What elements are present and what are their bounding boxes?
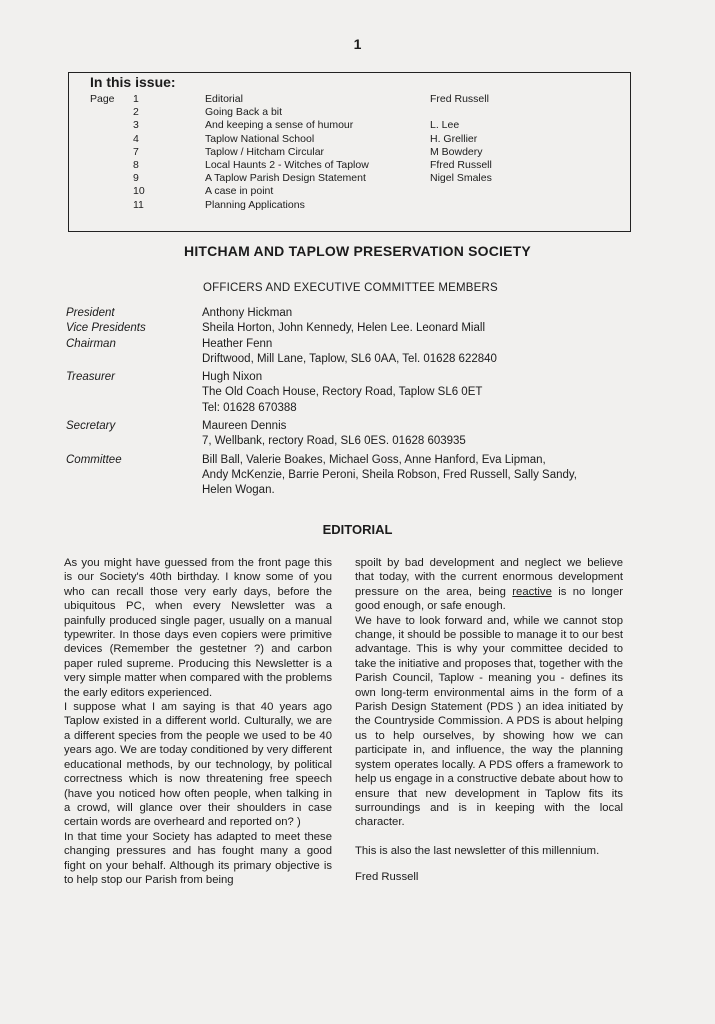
contents-page-number: 10 — [133, 185, 145, 198]
editorial-paragraph: As you might have guessed from the front page this is our Society's 40th birthday. I know some of you who can recall those very early days, before the ubiquitous PC, when every Newsletter was a painfully produced single pager, usually on a manual typewriter. In those days even copiers were primitive devices (Remember the gestetner ?) and carbon paper ruled supreme. Producing this Newsletter is a very simple matter when compared with the problems the early editors experienced. — [64, 557, 332, 699]
underlined-word: reactive — [512, 585, 552, 598]
contents-item-title: And keeping a sense of humour — [205, 119, 354, 132]
contents-row — [69, 106, 630, 119]
contents-row — [69, 119, 630, 132]
officer-role: Treasurer — [66, 371, 115, 384]
paragraph-text: is no longer good enough, or safe enough. — [355, 585, 623, 613]
society-title: HITCHAM AND TAPLOW PRESERVATION SOCIETY — [184, 243, 531, 259]
officer-entry — [66, 306, 666, 321]
contents-row — [69, 146, 630, 159]
officers-list — [66, 306, 666, 499]
officer-entry — [66, 370, 666, 416]
contents-page-number: 9 — [133, 172, 139, 185]
editorial-paragraph: In that time your Society has adapted to meet these changing pressures and has fought many a good fight on your behalf. Although its primary objective is to help stop our Parish from being — [64, 830, 332, 886]
officer-detail-line: Anthony Hickman — [202, 307, 293, 319]
page-number: 1 — [353, 36, 362, 52]
officer-detail-line: Maureen Dennis — [202, 420, 287, 433]
contents-item-title: Editorial — [205, 93, 243, 105]
contents-item-author: Nigel Smales — [430, 172, 492, 185]
officer-detail-line: Sheila Horton, John Kennedy, Helen Lee. Leonard Miall — [202, 322, 485, 335]
contents-item-author: M Bowdery — [430, 145, 483, 158]
contents-page-number: 2 — [133, 106, 139, 119]
contents-page-number: 1 — [133, 93, 139, 105]
contents-row — [69, 93, 630, 106]
officer-entry — [66, 337, 666, 368]
officer-entry — [66, 453, 666, 499]
contents-page-number: 4 — [133, 132, 139, 145]
contents-item-author: H. Grellier — [430, 132, 478, 145]
contents-item-title: Planning Applications — [205, 198, 305, 211]
contents-list — [69, 93, 630, 212]
officers-heading: OFFICERS AND EXECUTIVE COMMITTEE MEMBERS — [203, 282, 498, 294]
contents-row — [69, 185, 630, 198]
editorial-heading: EDITORIAL — [322, 522, 393, 537]
contents-item-author: Ffred Russell — [430, 158, 492, 171]
editorial-paragraph: I suppose what I am saying is that 40 years ago Taplow existed in a different world. Culturally, we are a different species from the people we used to be 40 years ago. We are today conditioned by very different educational methods, by our technology, by political correctness which is now threatening free speech (have you noticed how often people, when talking in a crowd, will glance over their shoulders in case certain words are overheard and reported on? ) — [64, 701, 332, 829]
contents-item-title: A case in point — [205, 185, 274, 198]
page-label: Page — [90, 93, 115, 105]
officer-detail-line: The Old Coach House, Rectory Road, Taplow SL6 0ET — [202, 386, 483, 399]
officer-detail-line: Driftwood, Mill Lane, Taplow, SL6 0AA, Tel. 01628 622840 — [202, 352, 497, 365]
officer-detail-line: 7, Wellbank, rectory Road, SL6 0ES. 01628 603935 — [202, 435, 466, 448]
officer-detail-line: Heather Fenn — [202, 337, 273, 350]
contents-page-number: 11 — [133, 198, 144, 211]
paragraph-text: spoilt by bad development and neglect we believe that today, with the current enormous development pressure on the area, being — [355, 557, 623, 598]
contents-row — [69, 159, 630, 172]
contents-item-title: A Taplow Parish Design Statement — [205, 172, 366, 185]
contents-page-number: 3 — [133, 119, 139, 132]
editorial-paragraph — [355, 556, 623, 614]
contents-item-author: L. Lee — [430, 119, 460, 132]
editorial-signature: Fred Russell — [355, 871, 419, 884]
officer-role: Committee — [66, 453, 122, 466]
contents-page-number: 8 — [133, 158, 139, 171]
editorial-right-column — [355, 556, 623, 885]
officer-detail-line: Hugh Nixon — [202, 371, 263, 384]
contents-item-title: Local Haunts 2 - Witches of Taplow — [205, 158, 369, 171]
officer-detail-line: Bill Ball, Valerie Boakes, Michael Goss, Anne Hanford, Eva Lipman, — [202, 453, 546, 466]
officer-entry — [66, 419, 666, 450]
contents-item-author: Fred Russell — [430, 93, 489, 105]
officer-role: Vice Presidents — [66, 322, 146, 335]
officer-role: Chairman — [66, 337, 116, 350]
contents-item-title: Going Back a bit — [205, 106, 283, 119]
in-this-issue-title: In this issue: — [90, 74, 176, 90]
officer-detail-line: Andy McKenzie, Barrie Peroni, Sheila Robson, Fred Russell, Sally Sandy, — [202, 468, 577, 481]
officer-detail-line: Tel: 01628 670388 — [202, 401, 297, 414]
editorial-paragraph: We have to look forward and, while we cannot stop change, it should be possible to manage it to our best advantage. This is why your committee decided to take the initiative and proposes that, together with the Parish Council, Taplow - meaning you - defines its own long-term environmental aims in the form of a Parish Design Statement (PDS ) an idea initiated by the Countryside Commission. A PDS is about helping us to help ourselves, by showing how we can participate in, and influence, the way the planning system operates locally. A PDS offers a framework to help us engage in a constructive debate about how to ensure that new development in Taplow fits its surroundings and is in keeping with the local character. — [355, 614, 623, 829]
officer-role: Secretary — [66, 420, 116, 433]
contents-item-title: Taplow National School — [205, 132, 315, 145]
contents-item-title: Taplow / Hitcham Circular — [205, 145, 325, 158]
officer-role: President — [66, 307, 115, 319]
contents-row — [69, 133, 630, 146]
editorial-left-column — [64, 556, 332, 887]
officer-detail-line: Helen Wogan. — [202, 484, 275, 497]
in-this-issue-box — [68, 72, 631, 232]
officer-entry — [66, 321, 666, 336]
contents-row — [69, 172, 630, 185]
contents-page-number: 7 — [133, 145, 139, 158]
editorial-paragraph: This is also the last newsletter of this millennium. — [355, 844, 600, 857]
contents-row — [69, 199, 630, 212]
